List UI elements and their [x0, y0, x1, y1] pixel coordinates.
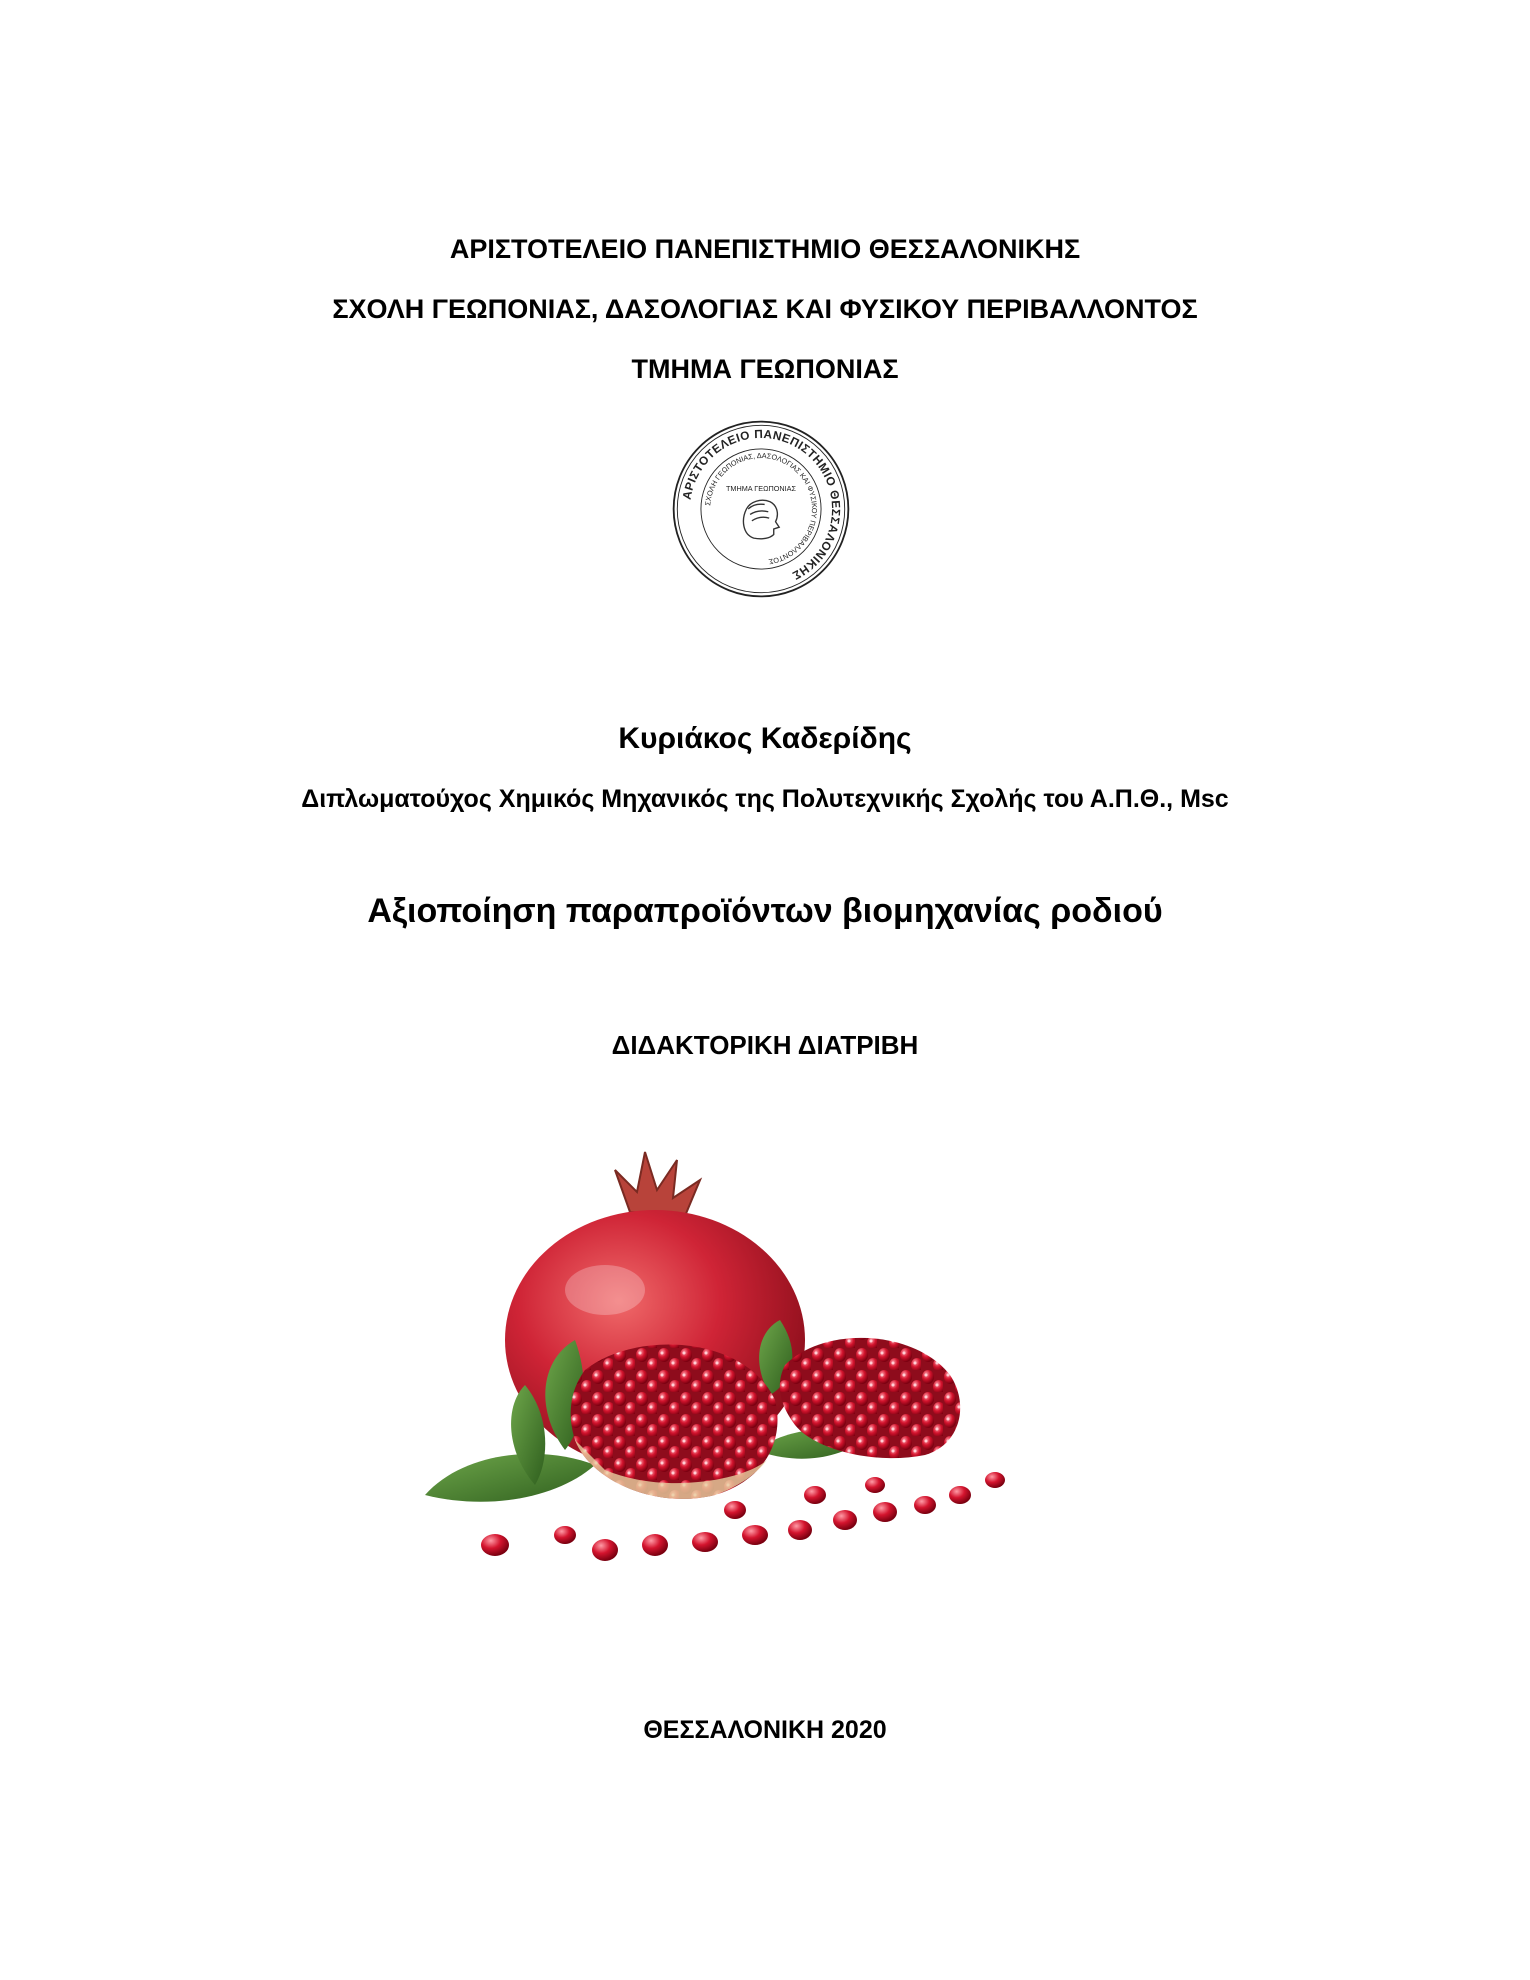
crown: [615, 1152, 700, 1216]
university-name: ΑΡΙΣΤΟΤΕΛΕΙΟ ΠΑΝΕΠΙΣΤΗΜΙΟ ΘΕΣΣΑΛΟΝΙΚΗΣ: [449, 234, 1081, 264]
seal-outer-text: ΑΡΙΣΤΟΤΕΛΕΙΟ ΠΑΝΕΠΙΣΤΗΜΙΟ ΘΕΣΣΑΛΟΝΙΚΗΣ: [679, 426, 844, 583]
seal-center-text: ΤΜΗΜΑ ΓΕΩΠΟΝΙΑΣ: [725, 483, 797, 493]
university-seal: [670, 418, 852, 600]
thesis-type: ΔΙΔΑΚΤΟΡΙΚΗ ΔΙΑΤΡΙΒΗ: [611, 1030, 919, 1060]
pomegranate-image: [415, 1150, 1095, 1570]
seal-inner-text: ΣΧΟΛΗ ΓΕΩΠΟΝΙΑΣ, ΔΑΣΟΛΟΓΙΑΣ ΚΑΙ ΦΥΣΙΚΟΥ ΠΕΡΙΒΑΛΛΟΝΤΟΣ: [703, 450, 820, 567]
department-name: ΤΜΗΜΑ ΓΕΩΠΟΝΙΑΣ: [631, 354, 899, 384]
author-name: Κυριάκος Καδερίδης: [618, 722, 912, 755]
author-degree: Διπλωματούχος Χημικός Μηχανικός της Πολυτεχνικής Σχολής του Α.Π.Θ., Msc: [301, 785, 1229, 813]
leaf-left-large: [425, 1454, 595, 1502]
school-name: ΣΧΟΛΗ ΓΕΩΠΟΝΙΑΣ, ΔΑΣΟΛΟΓΙΑΣ ΚΑΙ ΦΥΣΙΚΟΥ ΠΕΡΙΒΑΛΛΟΝΤΟΣ: [332, 294, 1198, 324]
place-year: ΘΕΣΣΑΛΟΝΙΚΗ 2020: [643, 1716, 887, 1744]
thesis-title: Αξιοποίηση παραπροϊόντων βιομηχανίας ροδιού: [367, 892, 1163, 930]
